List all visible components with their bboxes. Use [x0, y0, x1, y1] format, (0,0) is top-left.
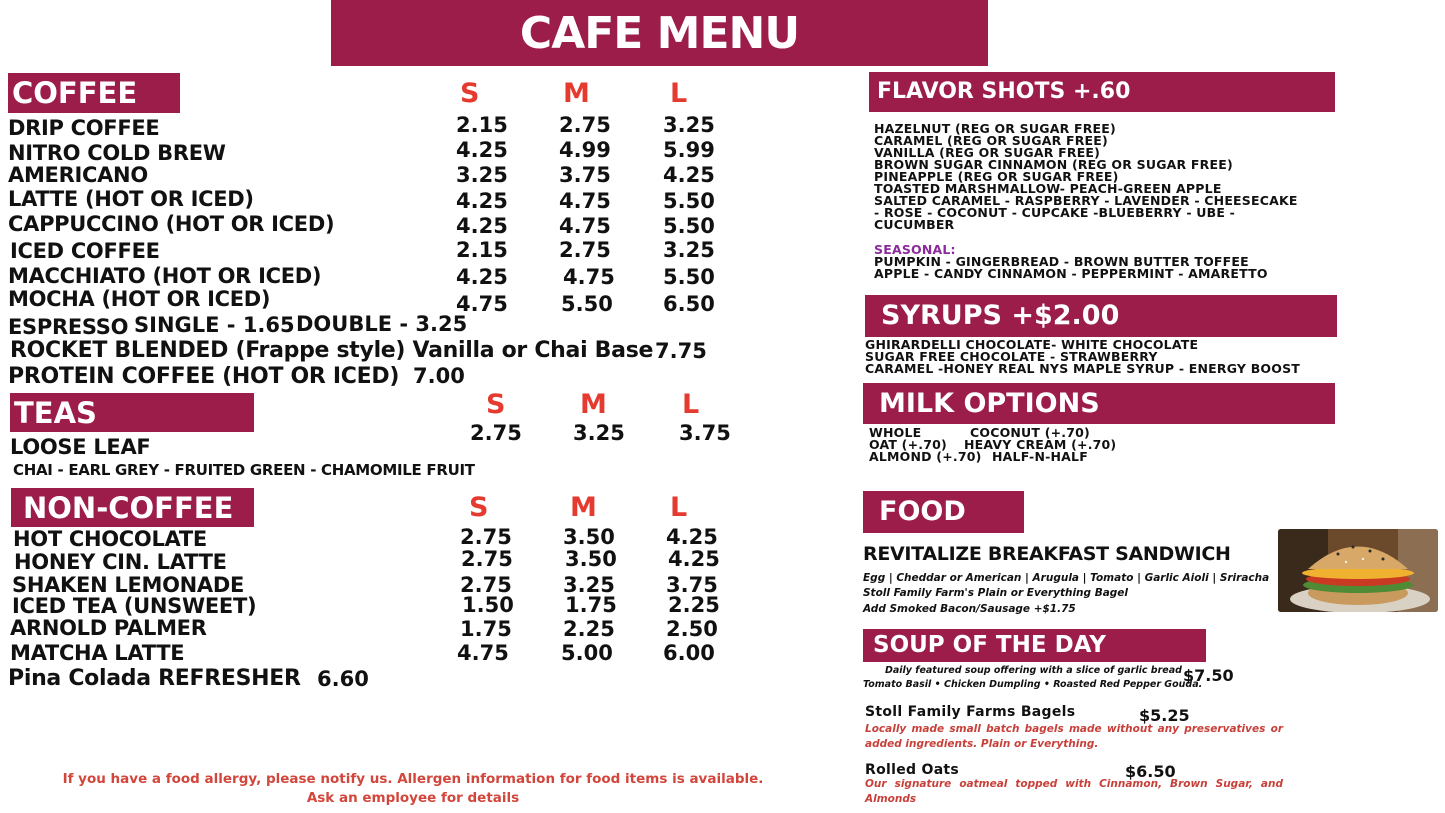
noncoffee-price-m: 5.00	[561, 641, 613, 665]
sandwich-line-1: Egg | Cheddar or American | Arugula | Tomato | Garlic Aioli | Sriracha	[863, 572, 1270, 584]
teas-size-s: S	[486, 389, 506, 420]
noncoffee-price-m: 3.25	[563, 573, 615, 597]
milk-option: HALF-N-HALF	[992, 449, 1088, 464]
noncoffee-item-name: MATCHA LATTE	[10, 641, 185, 665]
flavor-line: TOASTED MARSHMALLOW- PEACH-GREEN APPLE	[874, 181, 1222, 196]
noncoffee-price-m: 3.50	[565, 547, 617, 571]
noncoffee-item-name: HOT CHOCOLATE	[13, 527, 207, 551]
noncoffee-size-m: M	[570, 492, 597, 523]
allergy-line-2: Ask an employee for details	[306, 790, 520, 806]
coffee-price-m: 2.75	[559, 113, 611, 137]
sandwich-photo	[1278, 529, 1438, 612]
coffee-item-name: ICED COFFEE	[10, 239, 160, 263]
noncoffee-price-l: 6.00	[663, 641, 715, 665]
seasonal-label: SEASONAL:	[874, 242, 956, 257]
syrup-line: GHIRARDELLI CHOCOLATE- WHITE CHOCOLATE	[865, 337, 1199, 352]
oats-desc: Our signature oatmeal topped with Cinnamon, Brown Sugar, and Almonds	[865, 778, 1283, 805]
refresher-name: Pina Colada REFRESHER	[8, 666, 301, 691]
noncoffee-price-l: 3.75	[666, 573, 718, 597]
milk-header: MILK OPTIONS	[863, 383, 1335, 424]
noncoffee-item-name: ICED TEA (UNSWEET)	[12, 594, 257, 618]
syrups-list	[865, 339, 1300, 375]
flavor-line: HAZELNUT (REG OR SUGAR FREE)	[874, 121, 1116, 136]
teas-size-l: L	[682, 389, 700, 420]
protein-name: PROTEIN COFFEE (HOT OR ICED)	[8, 364, 400, 389]
coffee-item-name: AMERICANO	[8, 163, 148, 187]
coffee-price-m: 4.75	[559, 189, 611, 213]
syrup-line: SUGAR FREE CHOCOLATE - STRAWBERRY	[865, 349, 1158, 364]
coffee-price-s: 4.25	[456, 189, 508, 213]
coffee-price-m: 4.99	[559, 138, 611, 162]
bagels-name: Stoll Family Farms Bagels	[865, 704, 1076, 720]
bagels-desc: Locally made small batch bagels made without any preservatives or added ingredients. Plain or Everything.	[865, 723, 1283, 750]
oats-price: $6.50	[1125, 762, 1176, 781]
flavor-line: SALTED CARAMEL - RASPBERRY - LAVENDER - CHEESECAKE	[874, 193, 1298, 208]
syrups-header: SYRUPS +$2.00	[865, 295, 1337, 337]
syrup-line: CARAMEL -HONEY REAL NYS MAPLE SYRUP - ENERGY BOOST	[865, 361, 1301, 376]
allergy-line-1: If you have a food allergy, please notify us. Allergen information for food items is available.	[62, 771, 764, 787]
tea-price-m: 3.25	[573, 421, 625, 445]
milk-option: OAT (+.70)	[869, 437, 947, 452]
coffee-price-m: 4.75	[563, 265, 615, 289]
soup-line-1: Daily featured soup offering with a slice of garlic bread	[885, 665, 1182, 676]
espresso-double: DOUBLE - 3.25	[296, 312, 468, 336]
menu-title: CAFE MENU	[331, 0, 988, 66]
teas-size-m: M	[580, 389, 607, 420]
coffee-price-s: 2.15	[456, 113, 508, 137]
coffee-item-name: CAPPUCCINO (HOT OR ICED)	[8, 212, 335, 236]
flavor-line: PINEAPPLE (REG OR SUGAR FREE)	[874, 169, 1119, 184]
seasonal-line: PUMPKIN - GINGERBREAD - BROWN BUTTER TOFFEE	[874, 254, 1249, 269]
noncoffee-price-m: 3.50	[563, 525, 615, 549]
milk-option: COCONUT (+.70)	[970, 425, 1090, 440]
coffee-item-name: NITRO COLD BREW	[8, 141, 226, 165]
noncoffee-price-m: 1.75	[565, 593, 617, 617]
espresso-single: SINGLE - 1.65	[134, 313, 295, 337]
milk-option: HEAVY CREAM (+.70)	[964, 437, 1117, 452]
coffee-item-name: LATTE (HOT OR ICED)	[8, 187, 254, 211]
bagels-price: $5.25	[1139, 706, 1190, 725]
noncoffee-price-l: 2.50	[666, 617, 718, 641]
coffee-size-s: S	[460, 78, 480, 109]
food-header: FOOD	[863, 491, 1024, 533]
coffee-price-l: 6.50	[663, 292, 715, 316]
flavor-line: CARAMEL (REG OR SUGAR FREE)	[874, 133, 1108, 148]
coffee-item-name: MACCHIATO (HOT OR ICED)	[8, 264, 322, 288]
tea-item-name: LOOSE LEAF	[10, 435, 151, 459]
coffee-price-l: 3.25	[663, 113, 715, 137]
soup-line-2: Tomato Basil • Chicken Dumpling • Roasted Red Pepper Gouda.	[863, 679, 1203, 690]
coffee-price-l: 3.25	[663, 238, 715, 262]
coffee-header: COFFEE	[8, 73, 180, 113]
rocket-price: 7.75	[655, 339, 707, 363]
coffee-price-s: 2.15	[456, 238, 508, 262]
noncoffee-size-s: S	[469, 492, 489, 523]
tea-price-s: 2.75	[470, 421, 522, 445]
espresso-name: ESPRESSO	[8, 315, 129, 339]
flavor-line: BROWN SUGAR CINNAMON (REG OR SUGAR FREE)	[874, 157, 1233, 172]
refresher-price: 6.60	[317, 667, 369, 691]
allergy-note	[60, 770, 766, 808]
coffee-price-s: 4.25	[456, 214, 508, 238]
coffee-price-l: 5.99	[663, 138, 715, 162]
noncoffee-price-s: 2.75	[460, 525, 512, 549]
coffee-price-s: 4.25	[456, 138, 508, 162]
noncoffee-item-name: HONEY CIN. LATTE	[14, 550, 227, 574]
coffee-price-s: 4.75	[456, 292, 508, 316]
sandwich-line-2: Stoll Family Farm's Plain or Everything Bagel	[863, 587, 1129, 599]
flavor-line: CUCUMBER	[874, 217, 955, 232]
coffee-price-m: 3.75	[559, 163, 611, 187]
sandwich-line-3: Add Smoked Bacon/Sausage +$1.75	[863, 603, 1076, 615]
seasonal-line: APPLE - CANDY CINNAMON - PEPPERMINT - AMARETTO	[874, 266, 1268, 281]
noncoffee-price-l: 4.25	[666, 525, 718, 549]
coffee-item-name: DRIP COFFEE	[8, 116, 160, 140]
noncoffee-item-name: ARNOLD PALMER	[10, 616, 207, 640]
noncoffee-size-l: L	[670, 492, 688, 523]
noncoffee-price-s: 4.75	[457, 641, 509, 665]
coffee-price-l: 5.50	[663, 265, 715, 289]
coffee-price-m: 2.75	[559, 238, 611, 262]
coffee-price-l: 4.25	[663, 163, 715, 187]
milk-option: WHOLE	[869, 425, 922, 440]
coffee-size-m: M	[563, 78, 590, 109]
flavor-line: - ROSE - COCONUT - CUPCAKE -BLUEBERRY - UBE -	[874, 205, 1236, 220]
milk-option: ALMOND (+.70)	[869, 449, 982, 464]
milk-right-list	[964, 427, 1116, 463]
sandwich-name: REVITALIZE BREAKFAST SANDWICH	[863, 543, 1231, 565]
teas-header: TEAS	[10, 393, 254, 432]
seasonal-list	[874, 244, 1268, 280]
noncoffee-price-s: 1.75	[460, 617, 512, 641]
noncoffee-item-name: SHAKEN LEMONADE	[12, 573, 245, 597]
sandwich-photo-illustration	[1278, 529, 1438, 612]
tea-flavors: CHAI - EARL GREY - FRUITED GREEN - CHAMOMILE FRUIT	[13, 461, 475, 479]
coffee-price-l: 5.50	[663, 214, 715, 238]
soup-header: SOUP OF THE DAY	[863, 629, 1206, 662]
coffee-price-m: 4.75	[559, 214, 611, 238]
noncoffee-price-l: 4.25	[668, 547, 720, 571]
coffee-item-name: MOCHA (HOT OR ICED)	[8, 287, 271, 311]
coffee-price-s: 3.25	[456, 163, 508, 187]
protein-price: 7.00	[413, 364, 465, 388]
noncoffee-header: NON-COFFEE	[11, 488, 254, 527]
flavor-line: VANILLA (REG OR SUGAR FREE)	[874, 145, 1101, 160]
noncoffee-price-m: 2.25	[563, 617, 615, 641]
coffee-size-l: L	[670, 78, 688, 109]
noncoffee-price-l: 2.25	[668, 593, 720, 617]
noncoffee-price-s: 2.75	[461, 547, 513, 571]
noncoffee-price-s: 2.75	[460, 573, 512, 597]
tea-price-l: 3.75	[679, 421, 731, 445]
coffee-price-l: 5.50	[663, 189, 715, 213]
flavor-shots-list	[874, 123, 1298, 231]
coffee-price-s: 4.25	[456, 265, 508, 289]
coffee-price-m: 5.50	[561, 292, 613, 316]
flavor-shots-header: FLAVOR SHOTS +.60	[869, 72, 1335, 112]
oats-name: Rolled Oats	[865, 762, 960, 778]
rocket-name: ROCKET BLENDED (Frappe style) Vanilla or Chai Base	[10, 338, 654, 363]
soup-price: $7.50	[1183, 666, 1234, 685]
noncoffee-price-s: 1.50	[462, 593, 514, 617]
